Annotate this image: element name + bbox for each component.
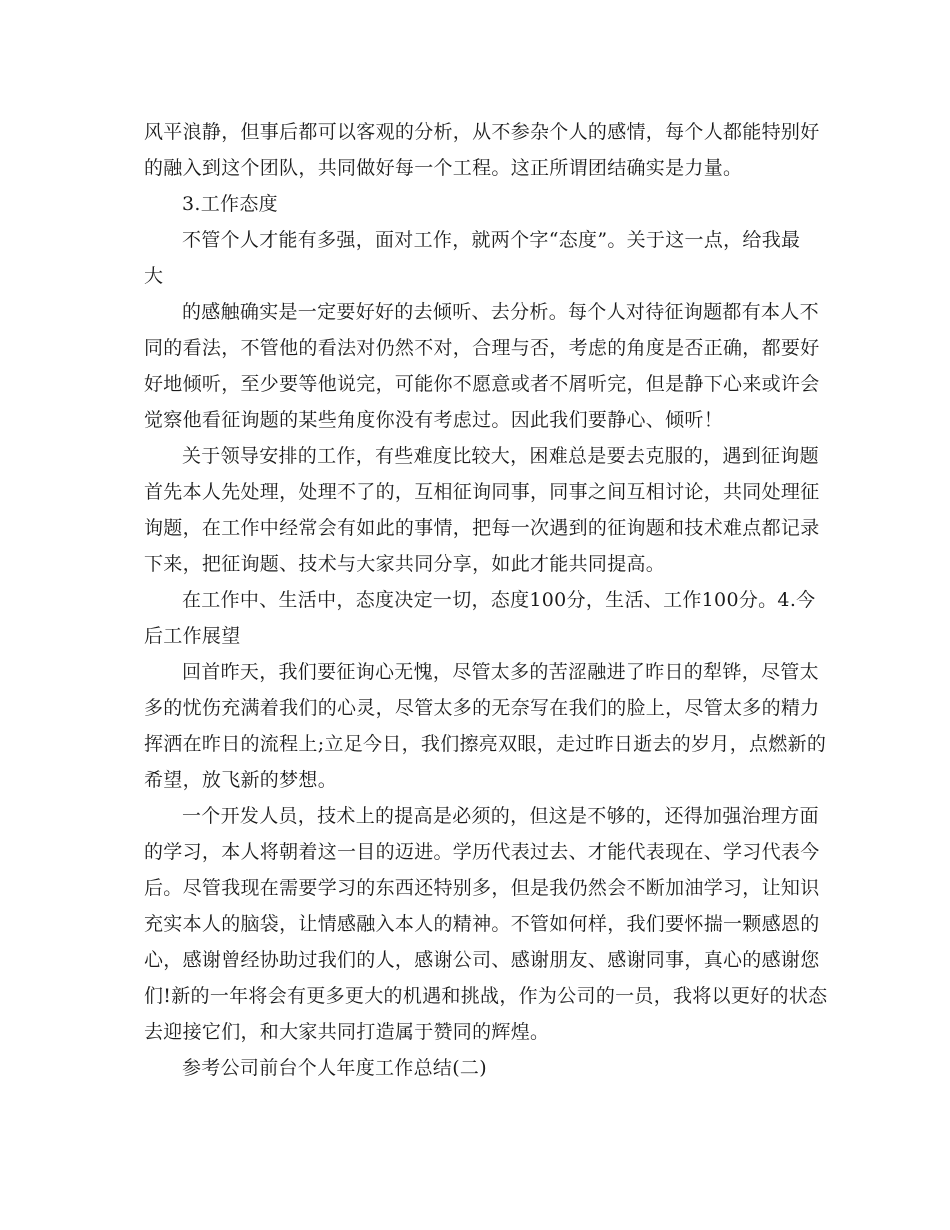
text-line: 的学习，本人将朝着这一目的迈进。学历代表过去、才能代表现在、学习代表今 xyxy=(144,841,820,863)
text-line: 们!新的一年将会有更多更大的机遇和挑战，作为公司的一员，我将以更好的状态 xyxy=(144,985,828,1007)
text-line: 同的看法，不管他的看法对仍然不对，合理与否，考虑的角度是否正确，都要好 xyxy=(144,337,820,359)
text-line: 在工作中、生活中，态度决定一切，态度100分，生活、工作100分。4.今 xyxy=(182,589,816,611)
text-line: 挥洒在昨日的流程上;立足今日，我们擦亮双眼，走过昨日逝去的岁月，点燃新的 xyxy=(144,733,827,755)
text-line: 关于领导安排的工作，有些难度比较大，困难总是要去克服的，遇到征询题 xyxy=(182,445,819,467)
text-line: 参考公司前台个人年度工作总结(二) xyxy=(182,1057,487,1079)
text-line: 去迎接它们，和大家共同打造属于赞同的辉煌。 xyxy=(144,1021,550,1043)
document-body xyxy=(144,114,828,1086)
text-line: 心，感谢曾经协助过我们的人，感谢公司、感谢朋友、感谢同事，真心的感谢您 xyxy=(144,949,820,971)
text-line: 希望，放飞新的梦想。 xyxy=(144,769,338,791)
text-line: 不管个人才能有多强，面对工作，就两个字“态度”。关于这一点，给我最 xyxy=(182,229,801,251)
text-line: 后工作展望 xyxy=(144,625,241,647)
text-line: 询题，在工作中经常会有如此的事情，把每一次遇到的征询题和技术难点都记录 xyxy=(144,517,820,539)
text-line: 后。尽管我现在需要学习的东西还特别多，但是我仍然会不断加油学习，让知识 xyxy=(144,877,820,899)
text-line: 3.工作态度 xyxy=(182,193,278,215)
text-line: 下来，把征询题、技术与大家共同分享，如此才能共同提高。 xyxy=(144,553,666,575)
text-line: 好地倾听，至少要等他说完，可能你不愿意或者不屑听完，但是静下心来或许会 xyxy=(144,373,820,395)
text-line: 首先本人先处理，处理不了的，互相征询同事，同事之间互相讨论，共同处理征 xyxy=(144,481,820,503)
text-line: 大 xyxy=(144,265,164,287)
text-line: 风平浪静，但事后都可以客观的分析，从不参杂个人的感情，每个人都能特别好 xyxy=(144,121,820,143)
text-line: 充实本人的脑袋，让情感融入本人的精神。不管如何样，我们要怀揣一颗感恩的 xyxy=(144,913,820,935)
text-line: 一个开发人员，技术上的提高是必须的，但这是不够的，还得加强治理方面 xyxy=(182,805,819,827)
text-line: 的融入到这个团队，共同做好每一个工程。这正所谓团结确实是力量。 xyxy=(144,157,743,179)
text-line: 回首昨天，我们要征询心无愧，尽管太多的苦涩融进了昨日的犁铧，尽管太 xyxy=(182,661,819,683)
text-line: 觉察他看征询题的某些角度你没有考虑过。因此我们要静心、倾听！ xyxy=(144,409,724,431)
text-line: 的感触确实是一定要好好的去倾听、去分析。每个人对待征询题都有本人不 xyxy=(182,301,819,323)
text-line: 多的忧伤充满着我们的心灵，尽管太多的无奈写在我们的脸上，尽管太多的精力 xyxy=(144,697,820,719)
